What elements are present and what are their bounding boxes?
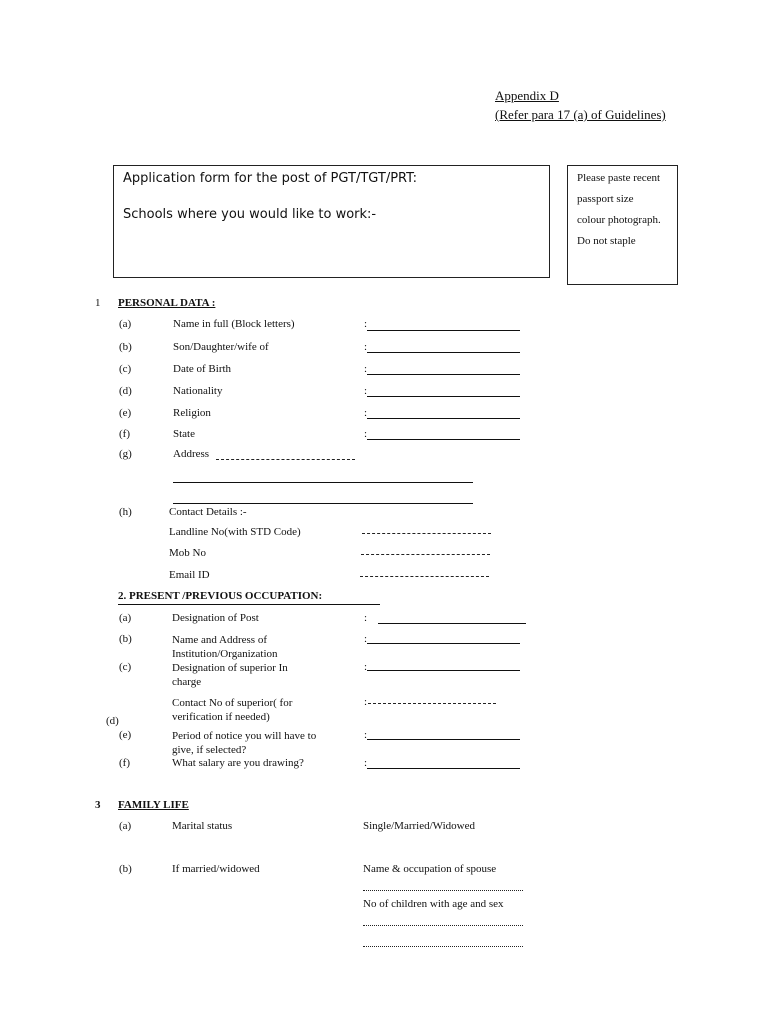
item-key: (d) <box>119 385 132 397</box>
spouse-label: Name & occupation of spouse <box>363 863 497 875</box>
parent-spouse-label: Son/Daughter/wife of <box>173 341 269 353</box>
item-key: (a) <box>119 820 132 832</box>
email-field[interactable] <box>360 576 489 577</box>
item-key: (g) <box>119 448 132 460</box>
item-key: (c) <box>119 363 132 375</box>
address-field-line2[interactable] <box>173 482 473 483</box>
colon: : <box>364 318 368 330</box>
landline-label: Landline No(with STD Code) <box>169 526 301 538</box>
colon: : <box>364 363 368 375</box>
mobile-field[interactable] <box>361 554 490 555</box>
item-key: (e) <box>119 729 132 741</box>
section2-title-underline <box>118 604 380 605</box>
item-key: (h) <box>119 506 132 518</box>
colon: : <box>364 633 368 645</box>
contact-details-label: Contact Details :- <box>169 506 247 518</box>
photo-instruction-line3: colour photograph. <box>577 214 661 226</box>
salary-label: What salary are you drawing? <box>172 757 304 769</box>
children-field-line2[interactable] <box>363 946 523 947</box>
mobile-label: Mob No <box>169 547 206 559</box>
notice-period-label: Period of notice you will have to give, if selected? <box>172 730 317 756</box>
religion-field[interactable] <box>367 418 520 419</box>
nationality-field[interactable] <box>367 396 520 397</box>
dob-label: Date of Birth <box>173 363 232 375</box>
landline-field[interactable] <box>362 533 491 534</box>
state-field[interactable] <box>367 439 520 440</box>
salary-field[interactable] <box>367 768 520 769</box>
colon: : <box>364 385 368 397</box>
designation-field[interactable] <box>378 623 526 624</box>
colon: : <box>364 696 368 708</box>
married-widowed-label: If married/widowed <box>172 863 260 875</box>
superior-designation-label: Designation of superior In charge <box>172 662 288 688</box>
section1-number: 1 <box>95 297 101 309</box>
colon: : <box>364 612 368 624</box>
photo-instruction-line4: Do not staple <box>577 235 636 247</box>
address-label: Address <box>173 448 210 460</box>
item-key: (f) <box>119 757 130 769</box>
full-name-field[interactable] <box>367 330 520 331</box>
photo-instruction-line1: Please paste recent <box>577 172 661 184</box>
address-field-line1[interactable] <box>216 459 355 460</box>
colon: : <box>364 407 368 419</box>
application-post-title: Application form for the post of PGT/TGT/PRT: <box>123 171 418 186</box>
section3-number: 3 <box>95 799 101 811</box>
item-key: (f) <box>119 428 130 440</box>
spouse-field[interactable] <box>363 890 523 891</box>
children-field-line1[interactable] <box>363 925 523 926</box>
children-label: No of children with age and sex <box>363 898 504 910</box>
address-field-line3[interactable] <box>173 503 473 504</box>
colon: : <box>364 661 368 673</box>
section3-title: FAMILY LIFE <box>118 799 189 811</box>
religion-label: Religion <box>173 407 211 419</box>
item-key: (b) <box>119 863 132 875</box>
section1-title: PERSONAL DATA : <box>118 297 216 309</box>
parent-spouse-field[interactable] <box>367 352 520 353</box>
superior-contact-field[interactable] <box>368 703 496 704</box>
email-label: Email ID <box>169 569 210 581</box>
item-key: (b) <box>119 341 132 353</box>
preferred-schools-label: Schools where you would like to work:- <box>123 207 377 222</box>
notice-period-field[interactable] <box>367 739 520 740</box>
colon: : <box>364 341 368 353</box>
item-key: (a) <box>119 612 132 624</box>
photo-instruction-line2: passport size <box>577 193 634 205</box>
designation-label: Designation of Post <box>172 612 259 624</box>
item-key: (c) <box>119 661 132 673</box>
item-key: (d) <box>106 715 119 727</box>
institution-field[interactable] <box>367 643 520 644</box>
colon: : <box>364 729 368 741</box>
dob-field[interactable] <box>367 374 520 375</box>
section2-title: 2. PRESENT /PREVIOUS OCCUPATION: <box>118 590 323 602</box>
superior-contact-label: Contact No of superior( for verification if needed) <box>172 697 293 723</box>
colon: : <box>364 428 368 440</box>
item-key: (e) <box>119 407 132 419</box>
full-name-label: Name in full (Block letters) <box>173 318 295 330</box>
colon: : <box>364 757 368 769</box>
marital-status-label: Marital status <box>172 820 233 832</box>
photo-box[interactable] <box>567 165 678 285</box>
item-key: (a) <box>119 318 132 330</box>
guidelines-reference: (Refer para 17 (a) of Guidelines) <box>495 107 666 122</box>
institution-label: Name and Address of Institution/Organization <box>172 634 278 660</box>
appendix-title: Appendix D <box>495 88 559 103</box>
superior-designation-field[interactable] <box>367 670 520 671</box>
state-label: State <box>173 428 195 440</box>
marital-status-options: Single/Married/Widowed <box>363 820 475 832</box>
application-title-box <box>113 165 550 278</box>
item-key: (b) <box>119 633 132 645</box>
nationality-label: Nationality <box>173 385 223 397</box>
